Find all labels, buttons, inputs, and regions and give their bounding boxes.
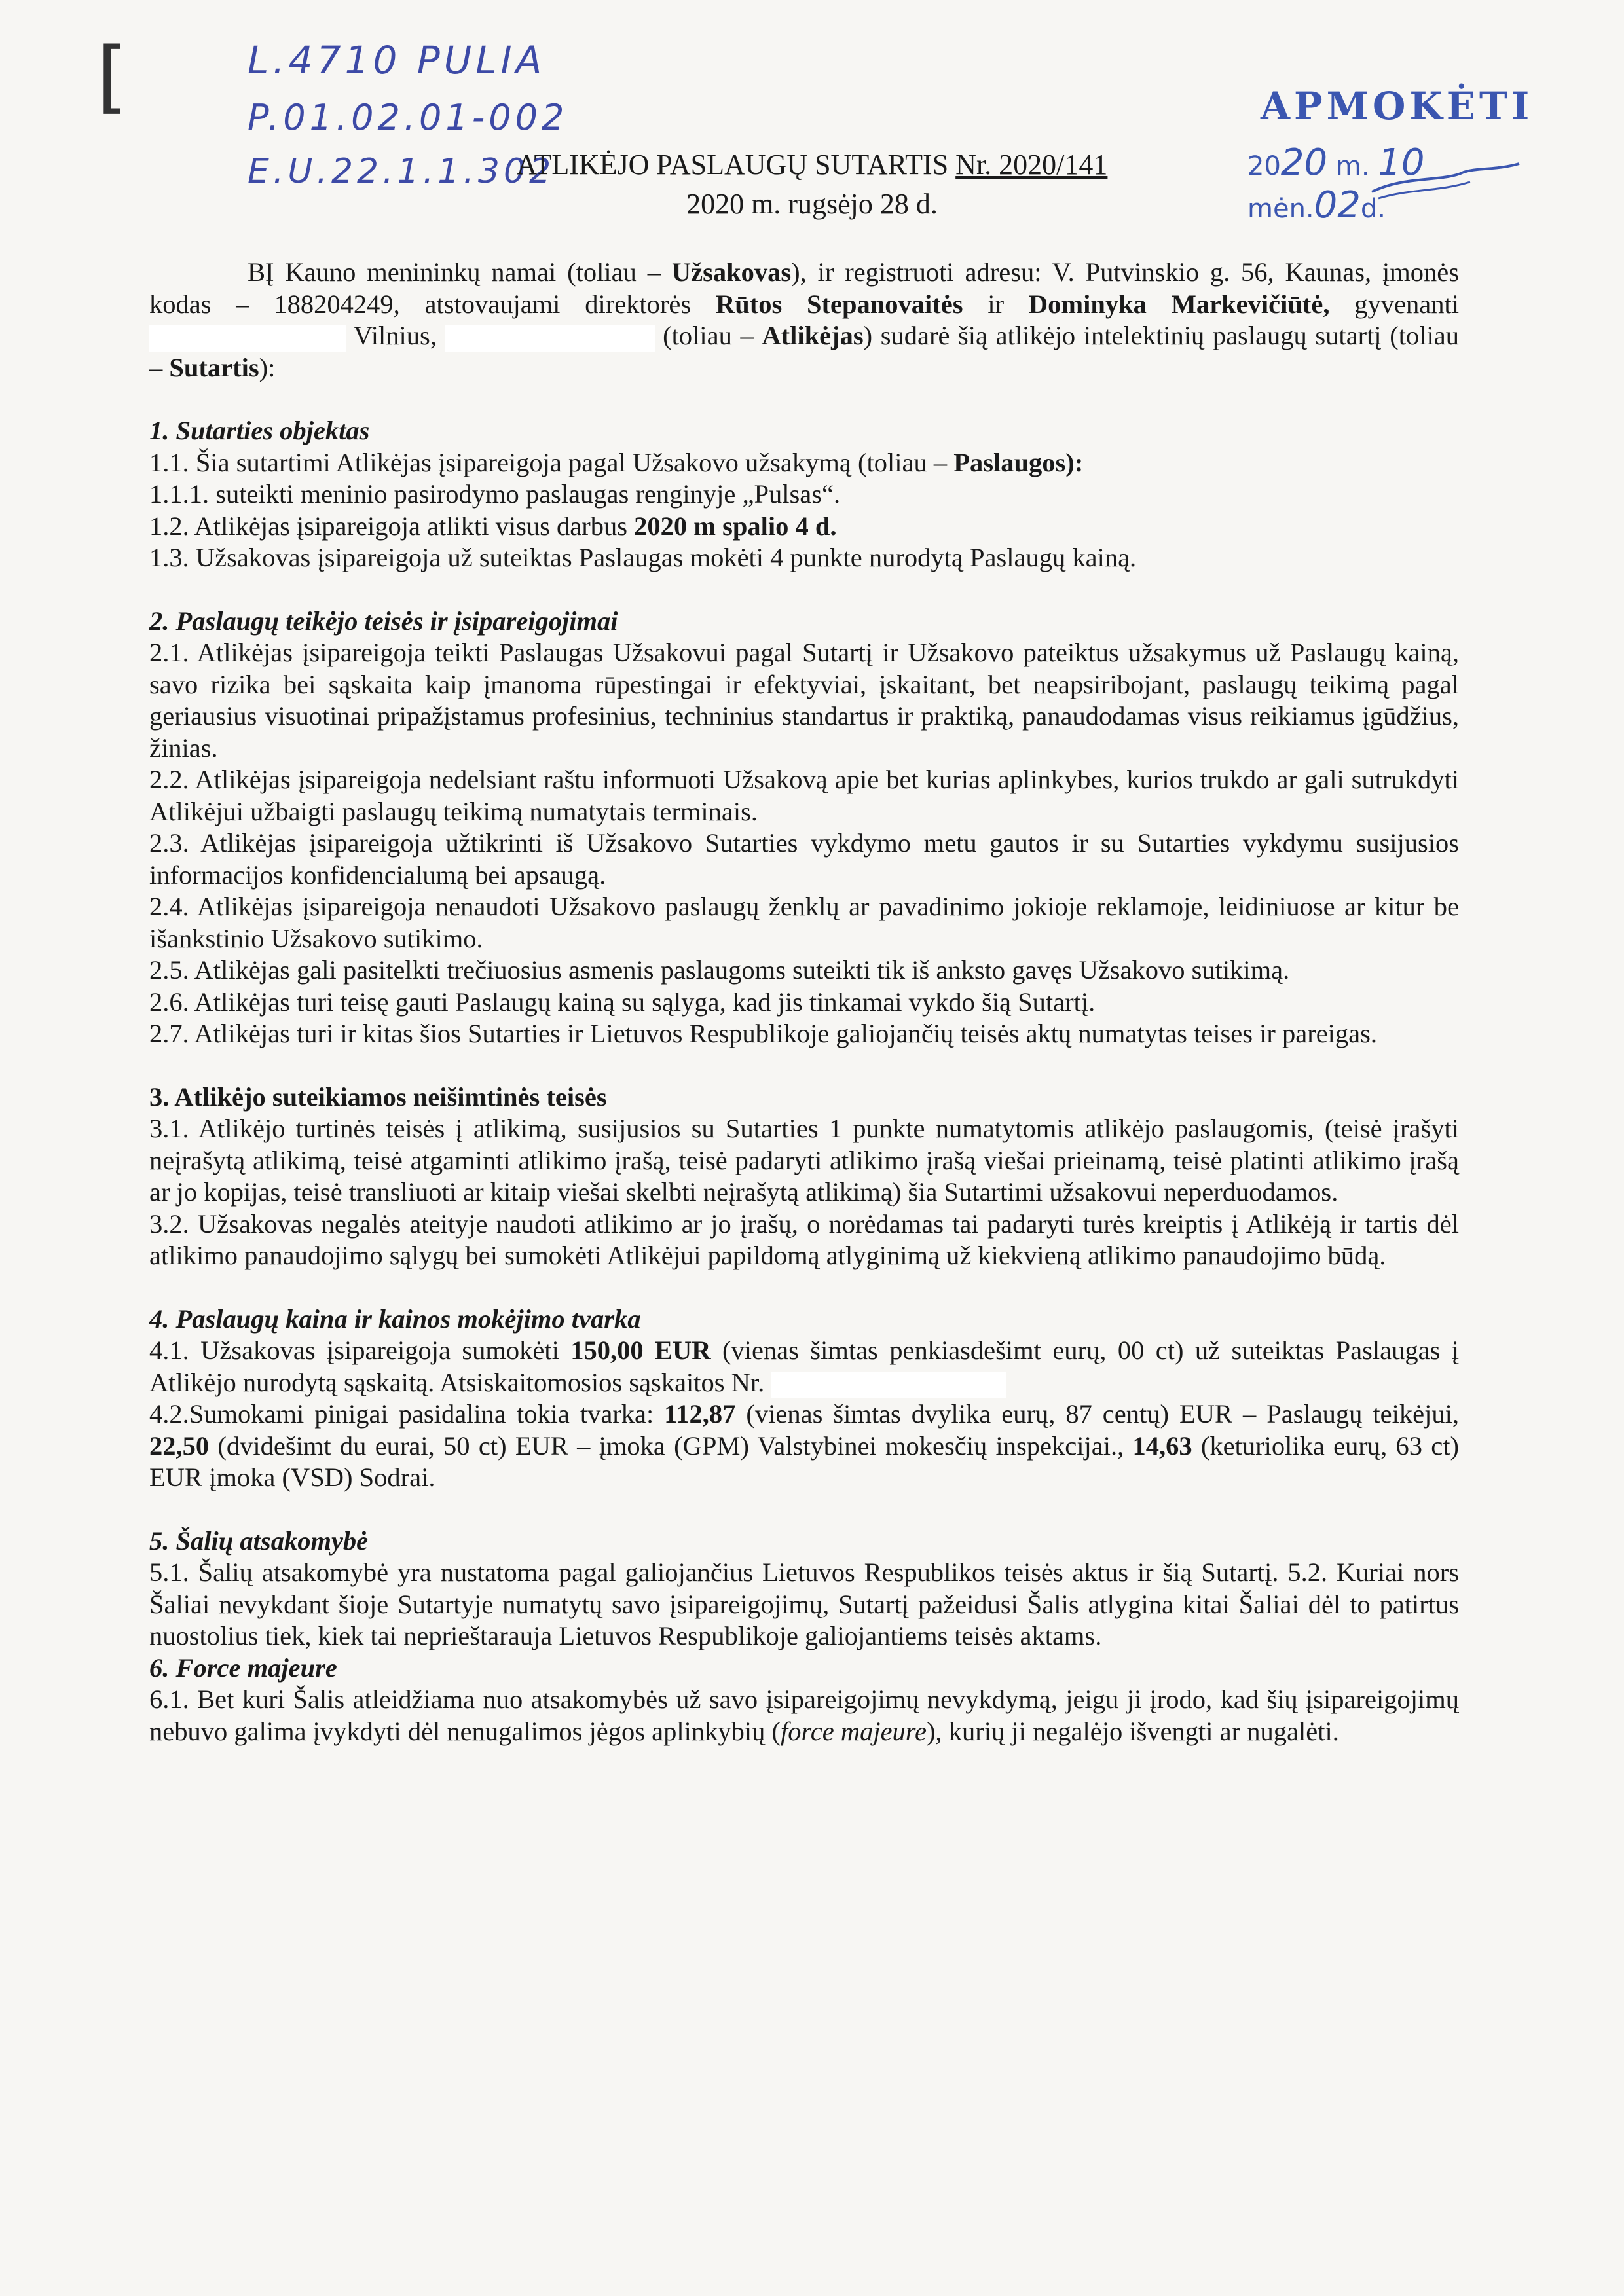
section-4-heading: 4. Paslaugų kaina ir kainos mokėjimo tvarka	[149, 1303, 641, 1334]
stamp-title: APMOKĖTI	[1261, 84, 1534, 128]
handwritten-bracket: [	[97, 31, 128, 122]
clause-4-2-value-2: 22,50	[149, 1430, 210, 1461]
clause-2-1: 2.1. Atlikėjas įsipareigoja teikti Paslaugas Užsakovui pagal Sutartį ir Užsakovo pateiktus užsakymus už Paslaugų kainą, savo rizika bei sąskaita kaip įmanoma rūpestingai ir efektyviai, įskaitant, bet neapsiribojant, paslaugų teikimą pagal geriausius visuotinai pripažįstamus profesinius, techninius standartus ir praktiką, panaudodamas visus reikiamus įgūdžius, žinias.	[149, 638, 1459, 763]
intro-text-b: ), ir registruoti adresu: V. Putvinskio g. 56, Kaunas, įmonės kodas – 188204249, atstovaujami direktorės	[149, 257, 1459, 319]
clause-2-2: 2.2. Atlikėjas įsipareigoja nedelsiant raštu informuoti Užsakovą apie bet kurias aplinkybes, kurios trukdo ar gali sutrukdyti Atlikėjui užbaigti paslaugų teikimą numatytais terminais.	[149, 765, 1459, 826]
intro-text-c: ir	[963, 289, 1029, 319]
handwritten-note-line1: L.4710 PULIA	[248, 38, 546, 82]
clause-4-2-text-d: (keturiolika eurų, 63 ct) EUR įmoka (VSD) Sodrai.	[149, 1430, 1459, 1492]
stamp-day-handwritten: 02	[1314, 184, 1361, 227]
redacted-address	[149, 325, 346, 352]
clause-2-5: 2.5. Atlikėjas gali pasitelkti trečiuosius asmenis paslaugoms suteikti tik iš anksto gavęs Užsakovo sutikimą.	[149, 955, 1290, 985]
clause-5-1: 5.1. Šalių atsakomybė yra nustatoma pagal galiojančius Lietuvos Respublikos teisės aktus ir šią Sutartį. 5.2. Kuriai nors Šaliai nevykdant šioje Sutartyje numatytų savo įsipareigojimų, Sutartį pažeidusi Šalis atlygina kitai Šaliai dėl to patirtus nuostolius tiek, kiek tai neprieštarauja Lietuvos Respublikoje galiojantiems teisės aktams.	[149, 1558, 1459, 1650]
clause-3-1: 3.1. Atlikėjo turtinės teisės į atlikimą, susijusios su Sutarties 1 punkte numatytomis atlikėjo paslaugomis, (teisė įrašyti neįrašytą atlikimą, teisė atgaminti atlikimo įrašą, teisė padaryti atlikimo įrašą viešai prieinamą, teisė platinti atlikimo įrašą ar jo kopijas, teisė transliuoti ar kitaip viešai skelbti neįrašytą atlikimą) šia Sutartimi užsakovui neperduodamos.	[149, 1114, 1459, 1207]
handwritten-note-line3: E.U.22.1.1.302	[248, 152, 555, 191]
clause-4-2-text-a: 4.2.Sumokami pinigai pasidalina tokia tvarka:	[149, 1399, 665, 1429]
clause-2-6: 2.6. Atlikėjas turi teisę gauti Paslaugų kainą su sąlyga, kad jis tinkamai vykdo šią Sutartį.	[149, 987, 1096, 1017]
intro-text-g: ):	[259, 352, 276, 382]
section-3-heading: 3. Atlikėjo suteikiamos neišimtinės teisės	[149, 1082, 607, 1112]
clause-6-1	[149, 1684, 1459, 1747]
stamp-year-prefix: 20	[1247, 151, 1281, 181]
stamp-year-handwritten: 20	[1280, 141, 1328, 184]
clause-6-1-text-a: 6.1. Bet kuri Šalis atleidžiama nuo atsakomybės už savo įsipareigojimų nevykdymą, jeigu ji įrodo, kad šių įsipareigojimų nebuvo galima įvykdyti dėl nenugalimos jėgos aplinkybių (	[149, 1685, 1459, 1746]
clause-4-2-value-3: 14,63	[1132, 1430, 1192, 1461]
intro-text-a: BĮ Kauno menininkų namai (toliau –	[248, 257, 672, 287]
clause-6-1-text-b: ), kurių ji negalėjo išvengti ar nugalėti.	[927, 1716, 1339, 1746]
clause-1-2	[149, 511, 1459, 543]
clause-4-2-text-b: (vienas šimtas dvylika eurų, 87 centų) EUR – Paslaugų teikėjui,	[735, 1399, 1459, 1429]
section-5-heading: 5. Šalių atsakomybė	[149, 1525, 369, 1556]
stamp-m-label: m.	[1335, 151, 1370, 181]
clause-1-1	[149, 447, 1459, 479]
intro-paragraph	[149, 257, 1459, 384]
clause-2-4: 2.4. Atlikėjas įsipareigoja nenaudoti Užsakovo paslaugų ženklų ar pavadinimo jokioje reklamoje, leidiniuose ar kitur be išankstinio Užsakovo sutikimo.	[149, 892, 1459, 953]
stamp-month-handwritten: 10	[1378, 141, 1425, 184]
clause-1-1-bold: Paslaugos):	[953, 447, 1084, 477]
clause-4-2	[149, 1398, 1459, 1494]
clause-4-1	[149, 1335, 1459, 1398]
clause-6-1-force-majeure: force majeure	[780, 1716, 927, 1746]
clause-2-7: 2.7. Atlikėjas turi ir kitas šios Sutarties ir Lietuvos Respublikoje galiojančių teisės aktų numatytas teises ir pareigas.	[149, 1019, 1378, 1048]
intro-text-e: (toliau –	[654, 321, 762, 350]
intro-uzsakovas: Užsakovas	[671, 257, 792, 287]
intro-text-f: ) sudarė šią atlikėjo intelektinių paslaugų sutartį (toliau –	[149, 321, 1459, 382]
clause-1-2-text: 1.2. Atlikėjas įsipareigoja atlikti visus darbus	[149, 511, 635, 541]
clause-1-1-text: 1.1. Šia sutartimi Atlikėjas įsipareigoja pagal Užsakovo užsakymą (toliau –	[149, 447, 954, 477]
clause-1-1-1: 1.1.1. suteikti meninio pasirodymo paslaugas renginyje „Pulsas“.	[149, 479, 841, 509]
section-2-heading: 2. Paslaugų teikėjo teisės ir įsipareigojimai	[149, 606, 618, 636]
section-1-heading: 1. Sutarties objektas	[149, 416, 370, 445]
section-6-heading: 6. Force majeure	[149, 1652, 337, 1683]
stamp-d-label: d.	[1360, 194, 1386, 224]
document-title	[0, 148, 1624, 181]
contract-body	[149, 257, 1459, 1747]
clause-4-1-text-b: (vienas šimtas penkiasdešimt eurų, 00 ct) už suteiktas Paslaugas į Atlikėjo nurodytą sąskaitą. Atsiskaitomosios sąskaitos Nr.	[149, 1336, 1459, 1397]
stamp-men-label: mėn.	[1247, 194, 1314, 224]
handwritten-note-line2: P.01.02.01-002	[248, 97, 568, 138]
clause-4-2-value-1: 112,87	[664, 1399, 736, 1429]
document-title-prefix: ATLIKĖJO PASLAUGŲ SUTARTIS	[516, 149, 956, 181]
document-date: 2020 m. rugsėjo 28 d.	[686, 188, 938, 220]
redacted-account-number	[771, 1372, 1006, 1398]
clause-2-3: 2.3. Atlikėjas įsipareigoja užtikrinti iš Užsakovo Sutarties vykdymo metu gautos ir su Sutarties vykdymu susijusios informacijos konfidencialumą bei apsaugą.	[149, 828, 1459, 890]
redacted-personal-code	[445, 325, 655, 352]
clause-1-3: 1.3. Užsakovas įsipareigoja už suteiktas Paslaugas mokėti 4 punkte nurodytą Paslaugų kainą.	[149, 543, 1137, 572]
clause-4-2-text-c: (dvidešimt du eurai, 50 ct) EUR – įmoka (GPM) Valstybinei mokesčių inspekcijai.,	[209, 1430, 1133, 1461]
intro-performer: Dominyka Markevičiūtė,	[1028, 289, 1330, 319]
intro-director: Rūtos Stepanovaitės	[715, 289, 963, 319]
intro-sutartis: Sutartis	[169, 352, 259, 382]
clause-3-2: 3.2. Užsakovas negalės ateityje naudoti atlikimo ar jo įrašų, o norėdamas tai padaryti turės kreiptis į Atlikėją ir tartis dėl atlikimo panaudojimo sąlygų bei sumokėti Atlikėjui papildomą atlyginimą už kiekvieną atlikimo panaudojimo būdą.	[149, 1209, 1459, 1270]
intro-atlikejas: Atlikėjas	[762, 321, 864, 350]
intro-city: Vilnius,	[353, 321, 437, 350]
clause-4-1-amount: 150,00 EUR	[570, 1336, 711, 1365]
intro-text-d: gyvenanti	[1329, 289, 1459, 319]
clause-1-2-date: 2020 m spalio 4 d.	[634, 511, 837, 541]
clause-4-1-text-a: 4.1. Užsakovas įsipareigoja sumokėti	[149, 1336, 571, 1365]
document-number: Nr. 2020/141	[955, 149, 1108, 181]
